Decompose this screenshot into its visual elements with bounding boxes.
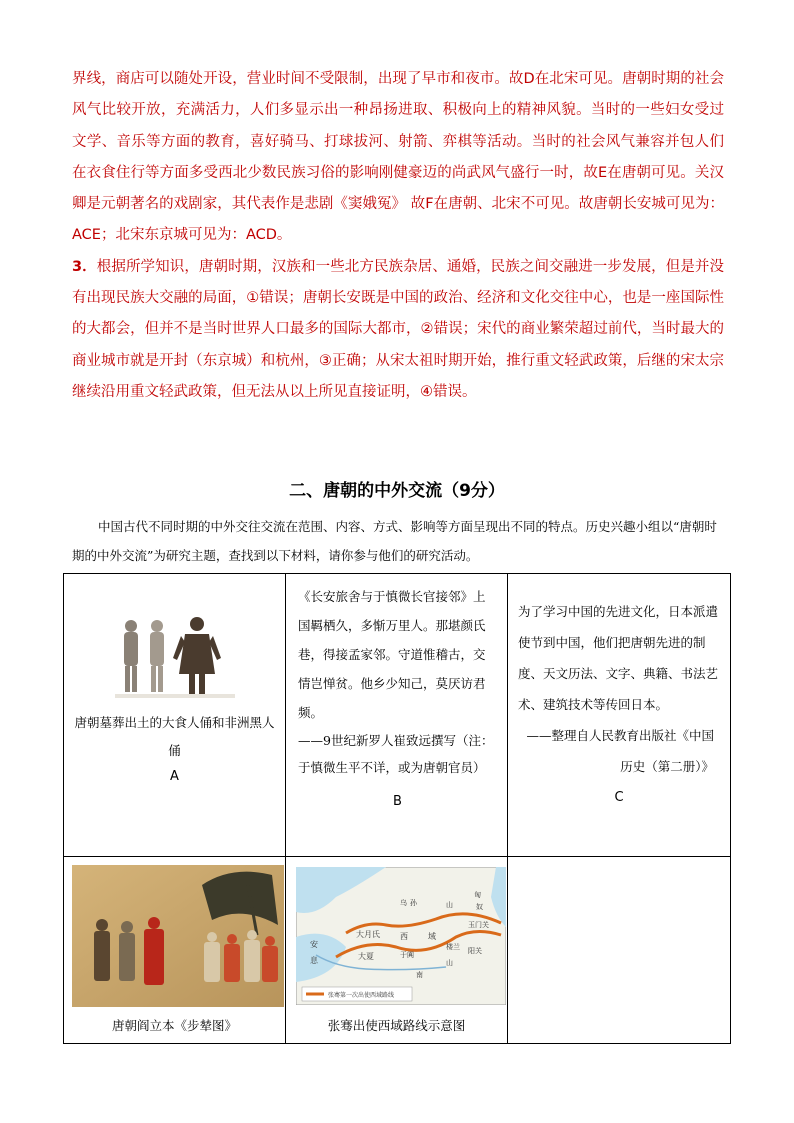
material-c-text: 为了学习中国的先进文化，日本派遣使节到中国，他们把唐朝先进的制度、天文历法、文字、典籍、书法艺术、建筑技术等传回日本。	[518, 604, 719, 712]
section-intro: 中国古代不同时期的中外交往交流在范围、内容、方式、影响等方面呈现出不同的特点。历史兴趣小组以“唐朝时期的中外交流”为研究主题，查找到以下材料，请你参与他们的研究活动。	[72, 519, 717, 563]
map-label-yangguan: 阳关	[468, 947, 482, 955]
map-label-wu: 乌	[400, 899, 407, 907]
zhang-qian-route-map	[296, 867, 506, 1005]
material-b-cell	[286, 574, 508, 857]
material-c-cell	[508, 574, 731, 857]
answer-paragraph-3	[72, 252, 724, 408]
material-c-letter: C	[614, 790, 624, 805]
material-d-cell	[64, 857, 286, 1044]
material-a-cell	[64, 574, 286, 857]
material-e-caption: 张骞出使西域路线示意图	[327, 1018, 466, 1033]
map-label-shan2: 山	[446, 959, 453, 967]
material-c-source: ——整理自人民教育出版社《中国历史（第二册）》	[526, 728, 714, 774]
material-b-text: 《长安旅舍与于慎微长官接邻》上国羁栖久，多惭万里人。那堪颜氏巷，得接孟家邻。守道惟稽古，交情岂惮贫。他乡少知己，莫厌访君频。	[298, 589, 486, 720]
map-label-nan: 南	[416, 971, 423, 979]
map-label-nu: 奴	[476, 903, 483, 911]
map-label-xiong: 匈	[474, 891, 481, 899]
answer-block	[72, 64, 724, 408]
map-legend: 张骞第一次出使西域路线	[328, 992, 395, 999]
material-b-source: ——9世纪新罗人崔致远撰写（注：于慎微生平不详，或为唐朝官员）	[298, 733, 494, 775]
material-e-cell	[286, 857, 508, 1044]
map-label-xi2: 息	[310, 956, 318, 965]
map-label-yutian: 于阗	[400, 951, 414, 959]
material-a-caption: 唐朝墓葬出土的大食人俑和非洲黑人俑	[74, 715, 275, 758]
empty-cell	[508, 857, 731, 1044]
bunian-painting-image	[72, 865, 284, 1007]
map-label-sun: 孙	[410, 899, 417, 907]
map-label-shan1: 山	[446, 901, 453, 909]
answer-paragraph-3-text: 根据所学知识，唐朝时期，汉族和一些北方民族杂居、通婚，民族之间交融进一步发展，但是并没有出现民族大交融的局面，①错误；唐朝长安既是中国的政治、经济和文化交往中心，也是一座国际性的大都会，但并不是当时世界人口最多的国际大都市，②错误；宋代的商业繁荣超过前代，当时最大的商业城市就是开封（东京城）和杭州，③正确；从宋太祖时期开始，推行重文轻武政策，后继的宋太宗继续沿用重文轻武政策，但无法从以上所见直接证明，④错误。	[72, 258, 725, 400]
map-label-daxia: 大夏	[358, 952, 374, 961]
section-title: 二、唐朝的中外交流（9分）	[289, 481, 505, 501]
material-a-letter: A	[170, 769, 179, 784]
map-label-an: 安	[310, 940, 318, 949]
map-label-yumenguan: 玉门关	[468, 921, 489, 929]
pottery-figurines-image	[115, 614, 235, 698]
map-label-dayuezhi: 大月氏	[356, 930, 380, 939]
item-number: 3．	[72, 258, 97, 275]
map-label-xi: 西	[400, 932, 408, 941]
answer-paragraph-1: 界线，商店可以随处开设，营业时间不受限制，出现了早市和夜市。故D在北宋可见。唐朝时期的社会风气比较开放，充满活力，人们多显示出一种昂扬进取、积极向上的精神风貌。当时的一些妇女受过文学、音乐等方面的教育，喜好骑马、打球拔河、射箭、弈棋等活动。当时的社会风气兼容并包人们在衣食住行等方面多受西北少数民族习俗的影响刚健豪迈的尚武风气盛行一时，故E在唐朝可见。关汉卿是元朝著名的戏剧家，其代表作是悲剧《窦娥冤》 故F在唐朝、北宋不可见。故唐朝长安城可见为：ACE；北宋东京城可见为：ACD。	[72, 71, 724, 244]
map-label-loulan: 楼兰	[446, 943, 460, 951]
material-d-caption: 唐朝阎立本《步辇图》	[111, 1018, 237, 1033]
map-label-yu: 域	[428, 932, 436, 941]
materials-table	[63, 573, 731, 1044]
material-b-letter: B	[393, 794, 402, 809]
